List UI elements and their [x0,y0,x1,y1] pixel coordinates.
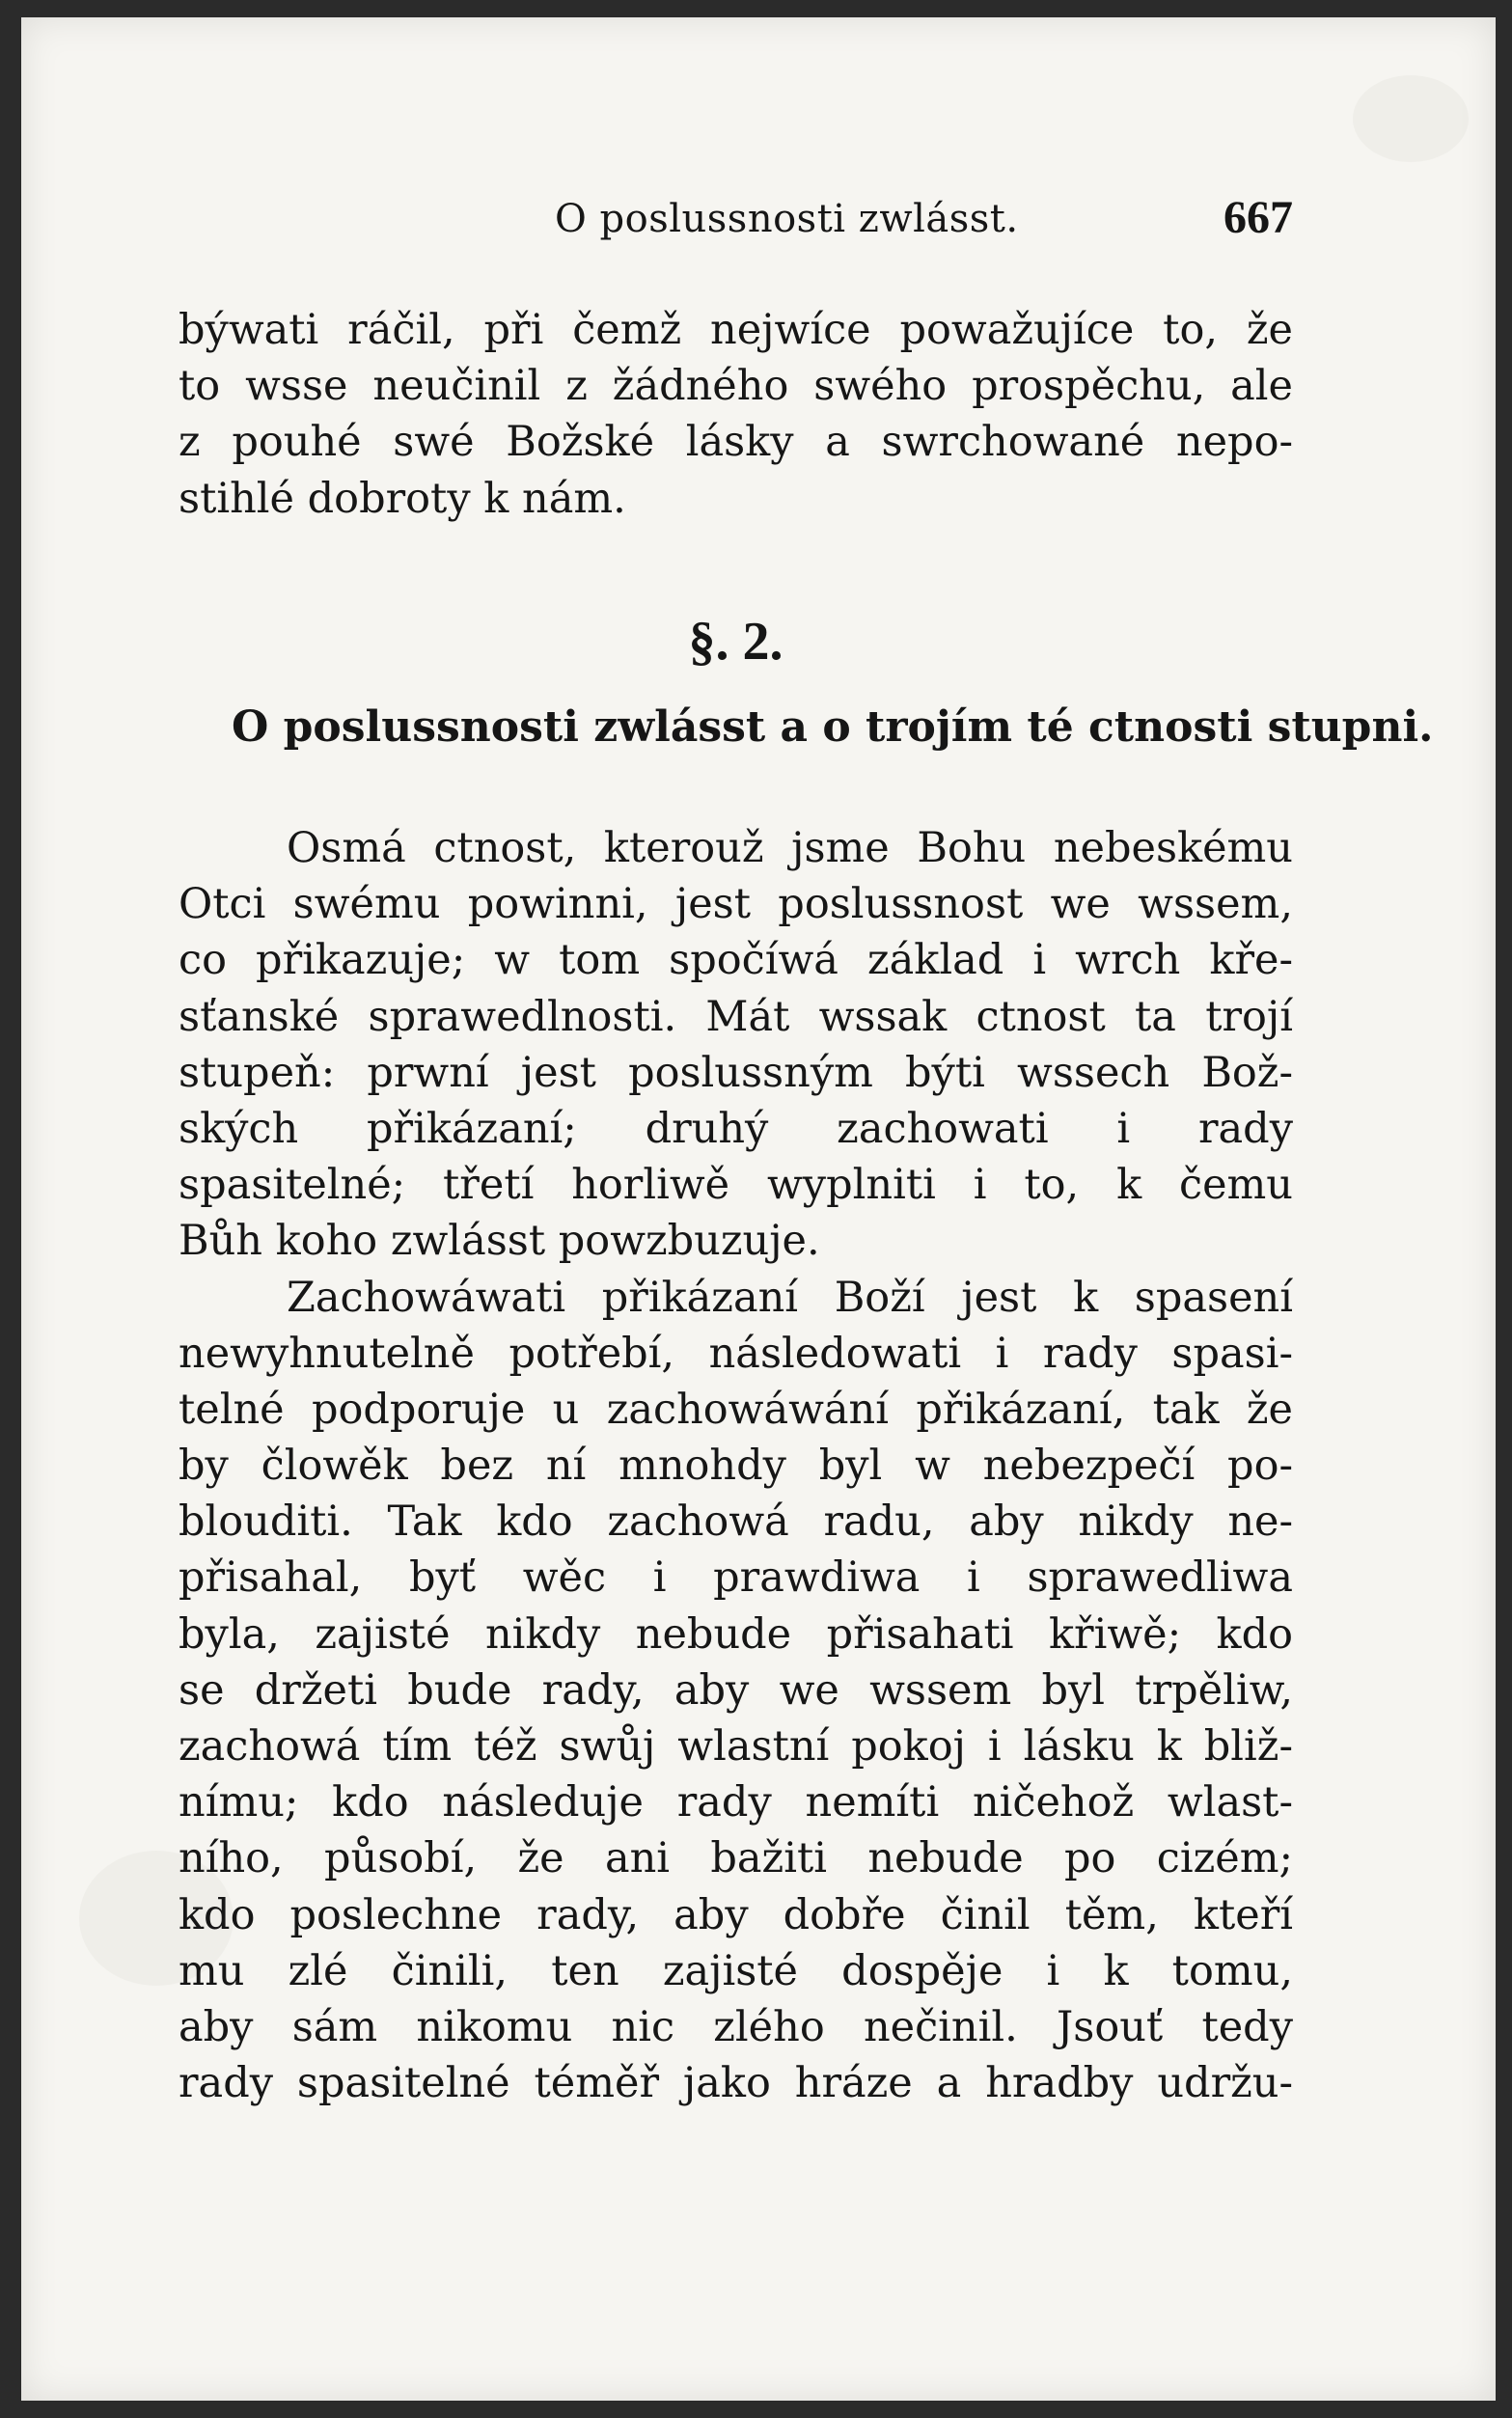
section-number: §. 2. [688,612,783,672]
running-head [179,191,1293,249]
text-line: blouditi. Tak kdo zachowá radu, aby nikdy ne- [179,1498,1293,1547]
text-line: Otci swému powinni, jest poslussnost we wssem, [179,880,1293,929]
text-line: mu zlé činili, ten zajisté dospěje i k tomu, [179,1946,1293,1995]
page-number: 667 [1223,192,1293,243]
text-line: přisahal, byť wěc i prawdiwa i sprawedliwa [179,1553,1293,1603]
text-line: spasitelné; třetí horliwě wyplniti i to, k čemu [179,1161,1293,1210]
text-line: rady spasitelné téměř jako hráze a hradby udržu- [179,2059,1293,2108]
text-line: zachowá tím též swůj wlastní pokoj i lásku k bliž- [179,1722,1293,1771]
text-line: sťanské sprawedlnosti. Mát wssak ctnost ta trojí [179,992,1293,1041]
text-line: Zachowáwati přikázaní Boží jest k spasení [287,1273,1293,1322]
text-line: nímu; kdo následuje rady nemíti ničehož wlast- [179,1778,1293,1827]
text-line: ských přikázaní; druhý zachowati i rady [179,1104,1293,1153]
text-line: telné podporuje u zachowáwání přikázaní, tak že [179,1385,1293,1434]
section-heading: O poslussnosti zwlásst a o trojím té ctnosti stupni. [232,702,1434,752]
text-line: stihlé dobroty k nám. [179,474,626,523]
text-line: kdo poslechne rady, aby dobře činil těm, kteří [179,1890,1293,1939]
running-title: O poslussnosti zwlásst. [555,197,1019,241]
text-line: Bůh koho zwlásst powzbuzuje. [179,1217,820,1266]
text-line: by člowěk bez ní mnohdy byl w nebezpečí po- [179,1442,1293,1491]
text-line: to wsse neučinil z žádného swého prospěchu, ale [179,362,1293,411]
text-line: se držeti bude rady, aby we wssem byl trpěliw, [179,1665,1293,1715]
text-line: ního, působí, že ani bažiti nebude po cizém; [179,1834,1293,1883]
text-line: byla, zajisté nikdy nebude přisahati křiwě; kdo [179,1609,1293,1659]
text-line: aby sám nikomu nic zlého nečinil. Jsouť tedy [179,2002,1293,2051]
intro-paragraph [179,302,1293,527]
text-line: Osmá ctnost, kterouž jsme Bohu nebeskému [287,824,1293,872]
text-line: býwati ráčil, při čemž nejwíce powažujíce to, že [179,306,1293,354]
paper-stain [1353,75,1469,162]
body-text [179,820,1293,2111]
text-line: newyhnutelně potřebí, následowati i rady spasi- [179,1329,1293,1378]
text-line: stupeň: prwní jest poslussným býti wssech Bož- [179,1048,1293,1097]
text-line: co přikazuje; w tom spočíwá základ i wrch kře- [179,936,1293,985]
text-line: z pouhé swé Božské lásky a swrchowané nepo- [179,418,1293,467]
